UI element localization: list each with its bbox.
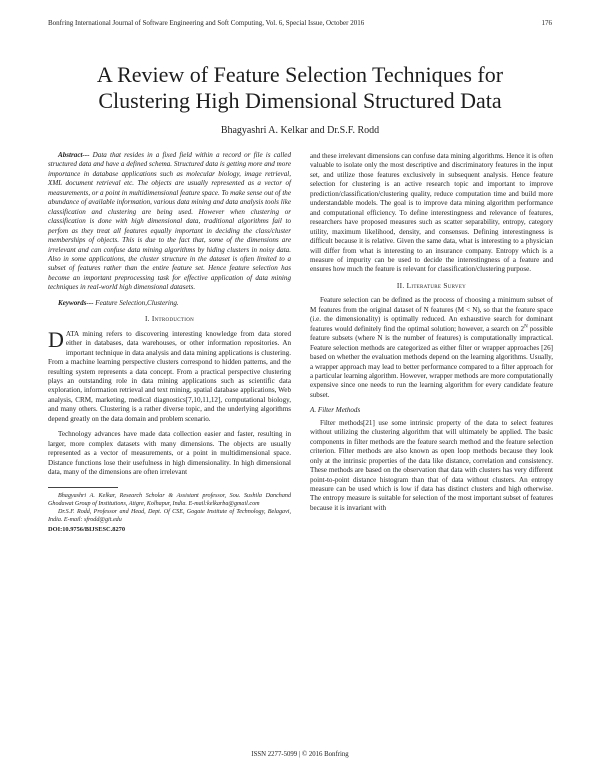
keywords-text: Feature Selection,Clustering. [93,298,179,307]
keywords [48,299,291,308]
survey-paragraph-1: Feature selection can be defined as the process of choosing a minimum subset of M features from the original dataset of N features (M < N), so that the feature space (i.e. the dimensionality) is optimally reduced. An exhaustive search for dominant features would definitely find the optimal solution; however, a search on $2^N$ possible feature subsets (where N is the number of features) is computationally impractical. Feature selection methods are categorized as either filter or wrapper approaches [26] based on whether the evaluation methods depend on the learning algorithms. Usually, a wrapper approach may lead to better performance compared to a filter approach for a particular learning algorithm. However, wrapper methods are more computationally expensive since one needs to run the learning algorithm for every candidate feature subset. [310,296,553,399]
filter-methods-paragraph: Filter methods[21] use some intrinsic property of the data to select features without utilizing the clustering algorithm that will ultimately be applied. The basic components in filter methods are the feature search method and the feature selection criterion. Filter methods are also known as open loop methods because they look only at the intrinsic properties of the data like distance, correlation and consistency. These methods are based on the observation that data with clusters has very different point-to-point distance histogram than that of data without clusters. An entropy measure can be used which is low if data has distinct clusters and high otherwise. The entropy measure is suitable for selection of the most important subset of features because it is invariant with [310,418,553,512]
intro-paragraph-1-text: ATA mining refers to discovering interesting knowledge from data stored either in databases, data warehouses, or other information repositories. An important technique in data analysis and data mining applications is clustering. From a machine learning perspective clusters correspond to hidden patterns, and the resulting system represents a data concept. From a practical perspective clustering plays an outstanding role in data mining applications such as scientific data exploration, information retrieval and text mining, spatial database applications, Web analysis, CRM, marketing, medical diagnostics[7,10,11,12], computational biology, and many others. Clustering is a rather diverse topic, and the underlying algorithms depend greatly on the data domain and problem scenario. [48,329,291,423]
abstract-label: Abstract--- [58,151,90,159]
section-heading-introduction: I. Introduction [144,314,195,324]
subsection-heading-filter-methods: A. Filter Methods [310,406,361,415]
abstract-text: Data that resides in a fixed field within a record or file is called structured data and have a defined schema. Structured data is getting more and more importance in database applications such as molecular biology, image retrieval, XML document retrieval etc. The objects are usually represented as a vector of measurements, or a point in multidimensional feature space. To make sense out of the abundance of available information, various data mining and data analysis tools like classification and clustering are being used. However when clustering or classification is done with high dimensional data, traditional algorithms fail to perfom as they treat all features equally important in deciding the class/cluster memberships of objects. This is due to the fact that, some of the dimensions are irrelevant and can confuse data mining algorithms by hiding clusters in noisy data. Also in some applications, the cluster structure in the dataset is often limited to a subset of features rather than the entire feature set. Hence feature selection has become an important preprocessing task for effective application of data mining techniques in real-world high dimensional datasets. [48,151,291,292]
page-footer: ISSN 2277-5099 | © 2016 Bonfring [251,751,349,758]
page-number: 176 [541,19,552,27]
footnote-author-1: Bhagyashri A. Kelkar, Research Scholar & Assistant professor, Sou. Sushila Danchand Ghodawat Group of Institutions, Atigre, Kolhapur, India. E-mail:kelkarba@gmail.com [48,492,291,507]
paper-title [40,62,560,114]
doi: DOI:10.9756/BIJSESC.8270 [48,525,126,533]
left-column [48,151,291,534]
journal-name: Bonfring International Journal of Software Engineering and Soft Computing, Vol. 6, Special Issue, October 2016 [48,19,365,27]
right-column [310,152,553,513]
intro-continuation: and these irrelevant dimensions can confuse data mining algorithms. Hence it is often valuable to isolate only the most descriptive and discriminatory features in the input set, and utilize those features exclusively in subsequent analysis. Hence feature selection for clustering is an active research topic and important to improve prediction/classification/clustering quality, reduce computation time and build more understandable models. The goal is to improve data mining algorithm performance and computational efficiency. To define interestingness and relevance of features, researchers have proposed measures such as scatter separability, entropy, category utility, maximum likelihood, density, and consensus. Defining interestingness is difficult because it is relative. Given the same data, what is interesting to a physician will differ from what is interesting to an insurance company. Entropy which is a measure of impurity can be used to decide the interestingness of a feature and ensures how much the feature is relevant for classification/clustering purpose. [310,152,553,274]
running-header [48,19,552,31]
footnote-divider [48,487,118,488]
section-heading-literature-survey: II. Literature Survey [396,280,467,290]
intro-paragraph-1 [48,326,291,425]
superscript-n: N [524,324,528,330]
drop-cap: D [48,326,64,352]
footnote-author-2: Dr.S.F. Rodd, Professor and Head, Dept. Of CSE, Gogate Institute of Technology, Belagavi, India. E-mail: sfrodd@git.edu [48,508,291,523]
intro-paragraph-2: Technology advances have made data collection easier and faster, resulting in larger, more complex datasets with many dimensions. The objects are usually represented as a vector of measurements, or a point in multidimensional space. Distance functions lose their usefulness in high dimensionality. In high dimensional data, many of the dimensions are often irrelevant [48,430,291,477]
title-line-1: A Review of Feature Selection Techniques for [96,62,504,87]
keywords-label: Keywords--- [58,298,94,307]
paper-authors: Bhagyashri A. Kelkar and Dr.S.F. Rodd [220,125,380,136]
abstract [48,151,291,293]
title-line-2: Clustering High Dimensional Structured Data [98,88,502,113]
